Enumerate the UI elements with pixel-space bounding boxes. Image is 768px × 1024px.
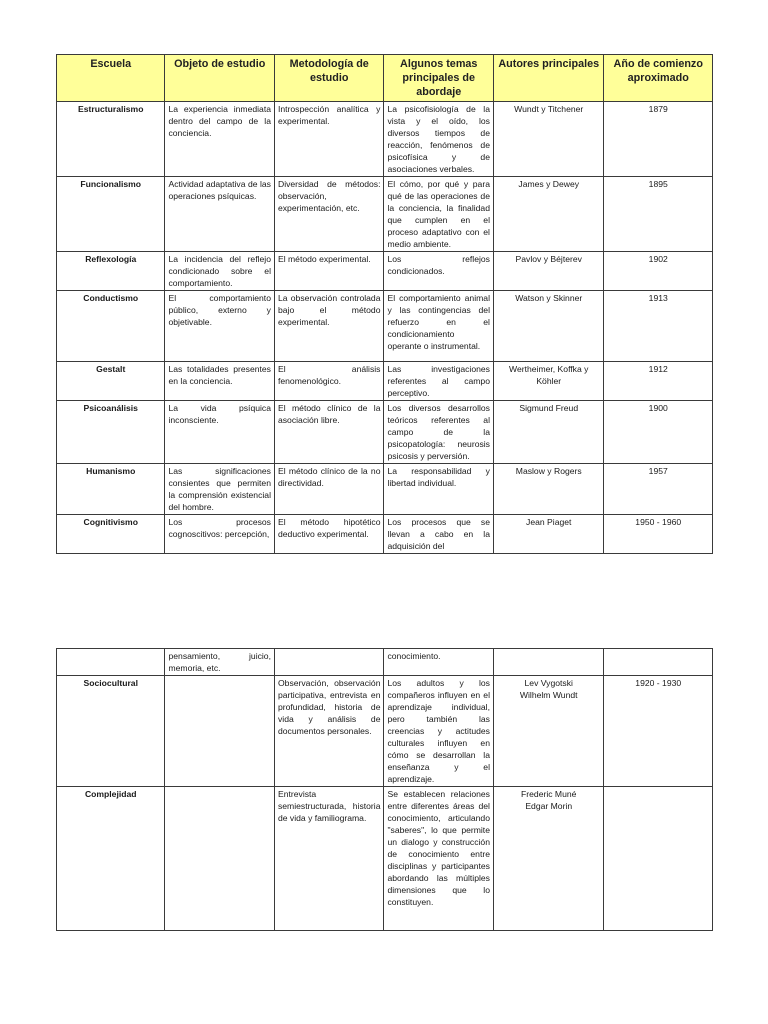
cell-anio: 1950 - 1960 [604,515,713,554]
cell-anio: 1920 - 1930 [604,676,713,787]
cell-autores: Watson y Skinner [493,291,604,362]
cell-objeto: La vida psíquica inconsciente. [165,401,275,464]
cell-objeto: Las totalidades presentes en la conciencia. [165,362,275,401]
cell-escuela: Psicoanálisis [57,401,165,464]
table-row [57,177,713,252]
cell-metodologia: Introspección analítica y experimental. [274,102,384,177]
table-row [57,401,713,464]
cell-objeto: Actividad adaptativa de las operaciones psíquicas. [165,177,275,252]
header-row [57,55,713,102]
cell-autores [493,676,604,787]
cell-temas: conocimiento. [384,649,494,676]
header-anio: Año de comienzo aproximado [604,55,713,102]
table-row [57,252,713,291]
cell-objeto: Las significaciones consientes que permiten la comprensión existencial del hombre. [165,464,275,515]
cell-metodologia: Observación, observación participativa, entrevista en profundidad, historia de vida y análisis de documentos personales. [274,676,384,787]
cell-escuela: Cognitivismo [57,515,165,554]
schools-table-page-1 [56,54,713,554]
author-line: Lev Vygotski [524,678,573,688]
cell-metodologia: El método experimental. [274,252,384,291]
cell-escuela: Complejidad [57,787,165,931]
cell-temas: Los adultos y los compañeros influyen en el aprendizaje individual, pero también las creencias y actitudes culturales influyen en cómo se desarrollan la enseñanza y el aprendizaje. [384,676,494,787]
cell-objeto: La experiencia inmediata dentro del campo de la conciencia. [165,102,275,177]
author-line: Wilhelm Wundt [519,690,578,700]
cell-autores [493,649,604,676]
cell-temas: El comportamiento animal y las contingencias del refuerzo en el condicionamiento operante o instrumental. [384,291,494,362]
cell-autores: Maslow y Rogers [493,464,604,515]
cell-escuela: Conductismo [57,291,165,362]
cell-temas: Los procesos que se llevan a cabo en la adquisición del [384,515,494,554]
cell-temas: La psicofisiología de la vista y el oído, los diversos tiempos de reacción, fenómenos de psicofísica y de asociaciones verbales. [384,102,494,177]
schools-table-page-2 [56,648,713,931]
cell-objeto [165,676,275,787]
cell-autores: Wundt y Titchener [493,102,604,177]
cell-objeto: pensamiento, juicio, memoria, etc. [165,649,275,676]
cell-metodologia: El método hipotético deductivo experimental. [274,515,384,554]
table-row [57,362,713,401]
cell-objeto: La incidencia del reflejo condicionado sobre el comportamiento. [165,252,275,291]
cell-objeto: Los procesos cognoscitivos: percepción, [165,515,275,554]
cell-escuela: Sociocultural [57,676,165,787]
header-escuela: Escuela [57,55,165,102]
cell-metodologia: La observación controlada bajo el método experimental. [274,291,384,362]
cell-autores: James y Dewey [493,177,604,252]
cell-anio: 1879 [604,102,713,177]
cell-autores: Wertheimer, Koffka y Köhler [493,362,604,401]
cell-temas: Las investigaciones referentes al campo perceptivo. [384,362,494,401]
cell-temas: La responsabilidad y libertad individual. [384,464,494,515]
cell-anio: 1902 [604,252,713,291]
author-line: Frederic Muné [521,789,577,799]
cell-escuela: Funcionalismo [57,177,165,252]
cell-anio [604,649,713,676]
cell-temas: Se establecen relaciones entre diferentes áreas del conocimiento, articulando "saberes", lo que permite un dialogo y construcción de conocimiento entre disciplinas y participantes abordando las múltiples dimensiones que lo constituyen. [384,787,494,931]
cell-temas: Los diversos desarrollos teóricos referentes al campo de la psicopatología: neurosis psicosis y perversión. [384,401,494,464]
cell-escuela: Gestalt [57,362,165,401]
cell-temas: El cómo, por qué y para qué de las operaciones de la conciencia, la finalidad que cumplen en el proceso adaptativo con el medio ambiente. [384,177,494,252]
author-line: Edgar Morin [525,801,573,811]
cell-anio: 1913 [604,291,713,362]
cell-autores: Sigmund Freud [493,401,604,464]
table-row [57,102,713,177]
cell-autores [493,787,604,931]
header-autores: Autores principales [493,55,604,102]
cell-anio [604,787,713,931]
cell-escuela: Estructuralismo [57,102,165,177]
cell-temas: Los reflejos condicionados. [384,252,494,291]
cell-metodologia: El análisis fenomenológico. [274,362,384,401]
header-temas: Algunos temas principales de abordaje [384,55,494,102]
cell-autores: Jean Piaget [493,515,604,554]
header-objeto: Objeto de estudio [165,55,275,102]
header-metodologia: Metodología de estudio [274,55,384,102]
cell-metodologia: Entrevista semiestructurada, historia de vida y familiograma. [274,787,384,931]
cell-autores: Pavlov y Béjterev [493,252,604,291]
cell-metodologia: Diversidad de métodos: observación, experimentación, etc. [274,177,384,252]
table-row [57,676,713,787]
table-row [57,291,713,362]
cell-escuela: Humanismo [57,464,165,515]
cell-anio: 1957 [604,464,713,515]
cell-metodologia: El método clínico de la no directividad. [274,464,384,515]
cell-metodologia [274,649,384,676]
cell-objeto: El comportamiento público, externo y objetivable. [165,291,275,362]
cell-objeto [165,787,275,931]
table-row [57,515,713,554]
cell-metodologia: El método clínico de la asociación libre. [274,401,384,464]
cell-escuela: Reflexología [57,252,165,291]
table-row [57,649,713,676]
cell-escuela [57,649,165,676]
table-row [57,787,713,931]
table-row [57,464,713,515]
cell-anio: 1895 [604,177,713,252]
cell-anio: 1912 [604,362,713,401]
cell-anio: 1900 [604,401,713,464]
